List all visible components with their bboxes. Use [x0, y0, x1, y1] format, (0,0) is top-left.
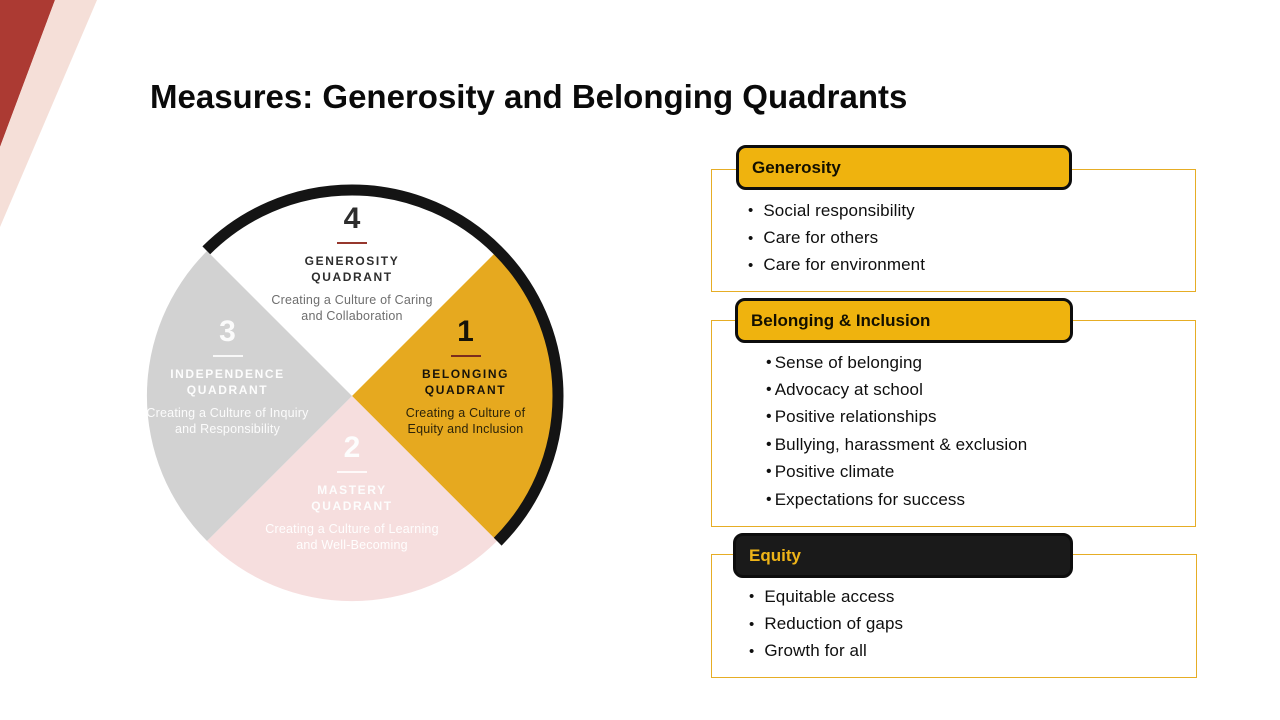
list-item: • Sense of belonging [766, 349, 1027, 376]
list-item: • Social responsibility [748, 197, 925, 224]
quadrant-independence-name-line2: QUADRANT [186, 383, 269, 397]
quadrant-belonging-number: 1 [457, 315, 474, 348]
list-item: • Care for environment [748, 252, 925, 279]
equity-bullet-list [749, 583, 903, 665]
quadrant-independence-underline [213, 355, 243, 357]
quadrant-mastery-caption-line1: Creating a Culture of Learning [265, 522, 439, 536]
quadrant-generosity-underline [337, 242, 367, 244]
quadrant-generosity-caption-line2: and Collaboration [301, 309, 403, 323]
list-item: • Reduction of gaps [749, 610, 903, 637]
quadrant-belonging-name-line1: BELONGING [421, 367, 510, 381]
equity-panel-header-label: Equity [749, 545, 801, 565]
quadrant-independence [145, 317, 310, 437]
list-item: • Growth for all [749, 638, 903, 665]
quadrant-mastery-name-line1: MASTERY [317, 483, 387, 497]
belonging-panel-header-label: Belonging & Inclusion [751, 310, 931, 330]
list-item: • Advocacy at school [766, 376, 1027, 403]
list-item: • Expectations for success [766, 486, 1027, 513]
quadrant-belonging-caption-line1: Creating a Culture of [405, 406, 526, 420]
quadrant-belonging-name-line2: QUADRANT [424, 383, 507, 397]
list-item: • Care for others [748, 224, 925, 251]
list-item: • Positive relationships [766, 404, 1027, 431]
quadrant-belonging-caption-line2: Equity and Inclusion [407, 422, 524, 436]
corner-decoration [0, 0, 120, 240]
quadrant-belonging [383, 317, 548, 437]
quadrant-generosity-number: 4 [343, 202, 361, 235]
quadrant-generosity [252, 204, 452, 324]
quadrant-generosity-caption-line1: Creating a Culture of Caring [271, 293, 433, 307]
quadrant-independence-name-line1: INDEPENDENCE [170, 367, 285, 381]
quadrant-mastery-name-line2: QUADRANT [311, 499, 393, 513]
quadrant-independence-caption-line2: and Responsibility [174, 422, 281, 436]
quadrant-mastery [252, 433, 452, 553]
quadrant-independence-caption-line1: Creating a Culture of Inquiry [146, 406, 309, 420]
quadrant-mastery-caption-line2: and Well-Becoming [296, 538, 408, 552]
belonging-bullet-list [766, 349, 1027, 513]
page-title: Measures: Generosity and Belonging Quadrants [150, 78, 908, 115]
generosity-panel-header [736, 145, 1072, 190]
list-item: • Positive climate [766, 459, 1027, 486]
quadrant-belonging-underline [451, 355, 481, 357]
quadrant-mastery-number: 2 [343, 431, 361, 464]
generosity-bullet-list [748, 197, 925, 279]
list-item: • Bullying, harassment & exclusion [766, 431, 1027, 458]
equity-panel-header [733, 533, 1073, 578]
generosity-panel-header-label: Generosity [752, 157, 841, 177]
quadrant-independence-number: 3 [219, 315, 236, 348]
list-item: • Equitable access [749, 583, 903, 610]
quadrant-mastery-underline [337, 471, 367, 473]
belonging-panel-header [735, 298, 1073, 343]
quadrant-generosity-name-line1: GENEROSITY [304, 254, 400, 268]
quadrant-generosity-name-line2: QUADRANT [311, 270, 393, 284]
